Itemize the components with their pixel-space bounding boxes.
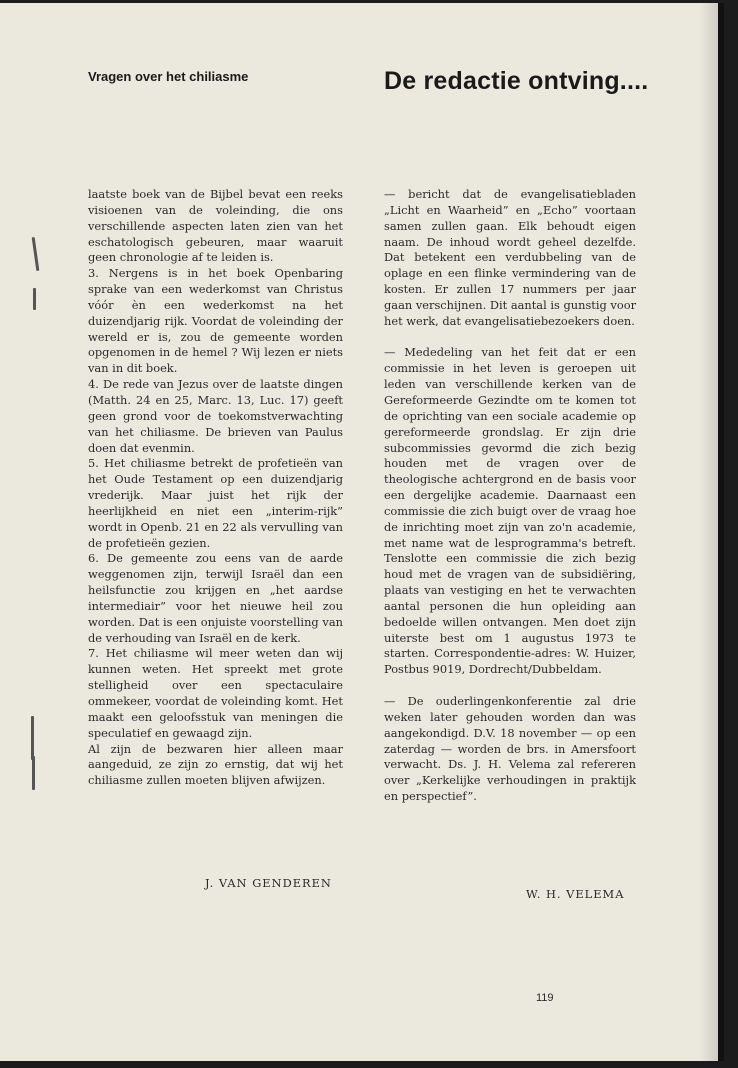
left-paragraph-point-3: 3. Nergens is in het boek Openbaring sprake van een wederkomst van Christus vóór èn een wederkomst na het duizendjarig rijk. Voordat de voleinding der wereld er is, zou de gemeente worden opgenomen in de hemel ? Wij lezen er niets van in dit boek.: [88, 266, 343, 376]
signature-right: W. H. VELEMA: [526, 887, 625, 901]
left-paragraph-conclusion: Al zijn de bezwaren hier alleen maar aangeduid, ze zijn zo ernstig, dat wij het chiliasme zullen moeten blijven afwijzen.: [88, 741, 343, 788]
left-paragraph-intro: laatste boek van de Bijbel bevat een reeks visioenen van de voleinding, die ons verschillende aspecten laten zien van het eschatologisch gebeuren, maar waaruit geen chronologie af te leiden is.: [88, 187, 343, 265]
signature-left: J. VAN GENDEREN: [205, 876, 332, 890]
paragraph-gap: [384, 330, 636, 346]
page-edge-shadow: [700, 3, 718, 1061]
right-paragraph-commissie: — Mededeling van het feit dat er een commissie in het leven is geroepen uit leden van verschillende kerken van de Gereformeerde Gezindte om te komen tot de oprichting van een sociale academie op gereformeerde grondslag. Er zijn drie subcommissies gevormd die zich bezig houden met de vragen over de theologische achtergrond en de basis voor een dergelijke academie. Daarnaast een commissie die zich buigt over de vraag hoe de inrichting moet zijn van zo'n academie, met name wat de lesprogramma's betreft. Tenslotte een commissie die zich bezig houd met de vragen van de subsidiëring, plaats van vestiging en het te verwachten aantal personen die hun opleiding aan bedoelde willen ontvangen. Men doet zijn uiterste best om 1 augustus 1973 te starten. Correspondentie-adres: W. Huizer, Postbus 9019, Dordrecht/Dubbeldam.: [384, 345, 636, 677]
document-page: [0, 3, 724, 1061]
right-paragraph-ouderlingenkonferentie: — De ouderlingenkonferentie zal drie weken later gehouden worden dan was aangekondigd. D.V. 18 november — op een zaterdag — worden de brs. in Amersfoort verwacht. Ds. J. H. Velema zal refereren over „Kerkelijke verhoudingen in praktijk en perspectief”.: [384, 694, 636, 804]
left-paragraph-point-6: 6. De gemeente zou eens van de aarde weggenomen zijn, terwijl Israël dan een heilsfunctie zou krijgen en „het aardse intermediair” voor het nieuwe heil zou worden. Dat is een onjuiste voorstelling van de verhouding van Israël en de kerk.: [88, 551, 343, 645]
section-heading: Vragen over het chiliasme: [88, 69, 249, 84]
right-paragraph-evangelisatiebladen: — bericht dat de evangelisatiebladen „Licht en Waarheid” en „Echo” voortaan samen zullen gaan. Elk behoudt eigen naam. De inhoud wordt geheel dezelfde. Dat betekent een verdubbeling van de oplage en een flinke vermindering van de kosten. Er zullen 17 nummers per jaar gaan verschijnen. Dit aantal is gunstig voor het werk, dat evangelisatiebezoekers doen.: [384, 187, 637, 328]
page-number: 119: [536, 992, 554, 1004]
margin-mark-3: [31, 716, 34, 760]
margin-mark-4: [32, 756, 35, 790]
right-column: [384, 187, 636, 805]
left-paragraph-point-4: 4. De rede van Jezus over de laatste dingen (Matth. 24 en 25, Marc. 13, Luc. 17) geeft geen grond voor de toekomstverwachting van het chiliasme. De brieven van Paulus doen dat evenmin.: [88, 377, 343, 455]
page-title: De redactie ontving....: [384, 67, 649, 95]
left-paragraph-point-7: 7. Het chiliasme wil meer weten dan wij kunnen weten. Het spreekt met grote stelligheid over een spectaculaire ommekeer, voordat de voleinding komt. Het maakt een geloofsstuk van meningen die speculatief en gewaagd zijn.: [88, 646, 343, 740]
left-paragraph-point-5: 5. Het chiliasme betrekt de profetieën van het Oude Testament op een duizendjarig vrederijk. Maar juist het rijk der heerlijkheid en niet een „interim-rijk” wordt in Openb. 21 en 22 als vervulling van de profetieën gezien.: [88, 456, 343, 550]
paragraph-gap: [384, 678, 636, 694]
margin-mark-1: [32, 237, 40, 271]
margin-mark-2: [33, 288, 36, 310]
left-column: [88, 187, 343, 789]
